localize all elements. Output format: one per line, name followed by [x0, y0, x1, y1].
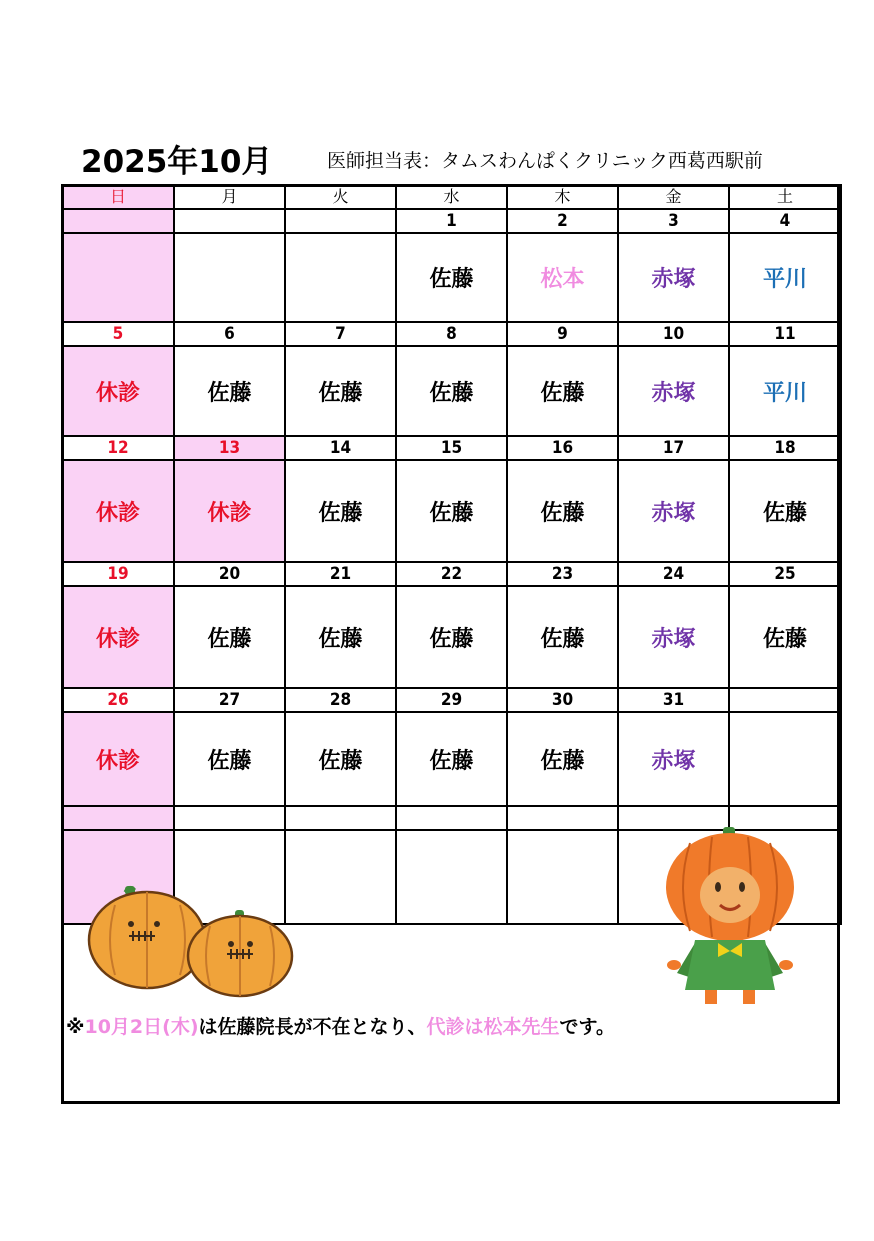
doctor-cell: 佐藤 [729, 586, 841, 688]
date-cell: 11 [729, 322, 841, 346]
date-cell: 10 [618, 322, 729, 346]
date-cell: 31 [618, 688, 729, 712]
doctor-cell: 休診 [62, 586, 174, 688]
doctor-cell: 佐藤 [396, 233, 507, 322]
date-cell: 3 [618, 209, 729, 233]
date-cell: 23 [507, 562, 618, 586]
doctor-cell: 佐藤 [285, 346, 396, 436]
weekday-header: 月 [174, 185, 285, 209]
date-cell: 14 [285, 436, 396, 460]
doctor-cell: 佐藤 [507, 346, 618, 436]
page-title: 2025年10月 [81, 144, 273, 180]
date-cell: 29 [396, 688, 507, 712]
doctor-cell: 佐藤 [396, 346, 507, 436]
doctor-cell: 休診 [174, 460, 285, 562]
date-cell: 8 [396, 322, 507, 346]
doctor-cell: 佐藤 [174, 346, 285, 436]
date-cell: 16 [507, 436, 618, 460]
pumpkin-character-icon [660, 825, 800, 1010]
date-cell: 19 [62, 562, 174, 586]
date-cell: 25 [729, 562, 841, 586]
date-cell: 26 [62, 688, 174, 712]
date-cell: 13 [174, 436, 285, 460]
date-cell: 15 [396, 436, 507, 460]
doctor-cell: 赤塚 [618, 460, 729, 562]
substitute-doctor-note [66, 1012, 615, 1039]
date-cell: 4 [729, 209, 841, 233]
date-cell: 7 [285, 322, 396, 346]
note-middle: は佐藤院長が不在となり、 [198, 1016, 427, 1038]
weekday-header: 火 [285, 185, 396, 209]
weekday-header: 土 [729, 185, 841, 209]
date-cell: 2 [507, 209, 618, 233]
doctor-cell: 平川 [729, 233, 841, 322]
doctor-cell: 赤塚 [618, 346, 729, 436]
doctor-cell: 佐藤 [174, 586, 285, 688]
date-cell: 9 [507, 322, 618, 346]
date-cell: 28 [285, 688, 396, 712]
date-cell: 27 [174, 688, 285, 712]
date-cell: 30 [507, 688, 618, 712]
clinic-subtitle: 医師担当表：タムスわんぱくクリニック西葛西駅前 [327, 150, 763, 172]
date-cell: 1 [396, 209, 507, 233]
doctor-cell: 平川 [729, 346, 841, 436]
doctor-cell: 休診 [62, 346, 174, 436]
note-date-highlight: 10月2日(木) [84, 1016, 199, 1038]
date-cell: 20 [174, 562, 285, 586]
weekday-header: 日 [62, 185, 174, 209]
doctor-cell: 佐藤 [285, 586, 396, 688]
doctor-cell: 休診 [62, 712, 174, 806]
date-cell: 17 [618, 436, 729, 460]
doctor-cell: 赤塚 [618, 233, 729, 322]
note-substitute-highlight: 代診は松本先生 [426, 1016, 560, 1038]
date-cell: 6 [174, 322, 285, 346]
date-cell: 18 [729, 436, 841, 460]
doctor-cell: 佐藤 [729, 460, 841, 562]
weekday-header: 木 [507, 185, 618, 209]
doctor-cell: 佐藤 [396, 586, 507, 688]
doctor-cell: 松本 [507, 233, 618, 322]
note-prefix: ※ [66, 1016, 85, 1038]
date-cell: 24 [618, 562, 729, 586]
doctor-cell: 赤塚 [618, 712, 729, 806]
doctor-cell: 佐藤 [396, 712, 507, 806]
weekday-header: 金 [618, 185, 729, 209]
doctor-cell: 佐藤 [507, 586, 618, 688]
weekday-header: 水 [396, 185, 507, 209]
doctor-cell: 休診 [62, 460, 174, 562]
doctor-cell: 佐藤 [285, 460, 396, 562]
doctor-cell: 赤塚 [618, 586, 729, 688]
date-cell: 12 [62, 436, 174, 460]
doctor-cell: 佐藤 [285, 712, 396, 806]
doctor-cell: 佐藤 [174, 712, 285, 806]
doctor-cell: 佐藤 [396, 460, 507, 562]
date-cell: 21 [285, 562, 396, 586]
date-cell: 22 [396, 562, 507, 586]
pumpkin-pair-icon [85, 880, 300, 1000]
doctor-cell: 佐藤 [507, 460, 618, 562]
doctor-cell: 佐藤 [507, 712, 618, 806]
note-suffix: です。 [559, 1016, 616, 1038]
date-cell: 5 [62, 322, 174, 346]
